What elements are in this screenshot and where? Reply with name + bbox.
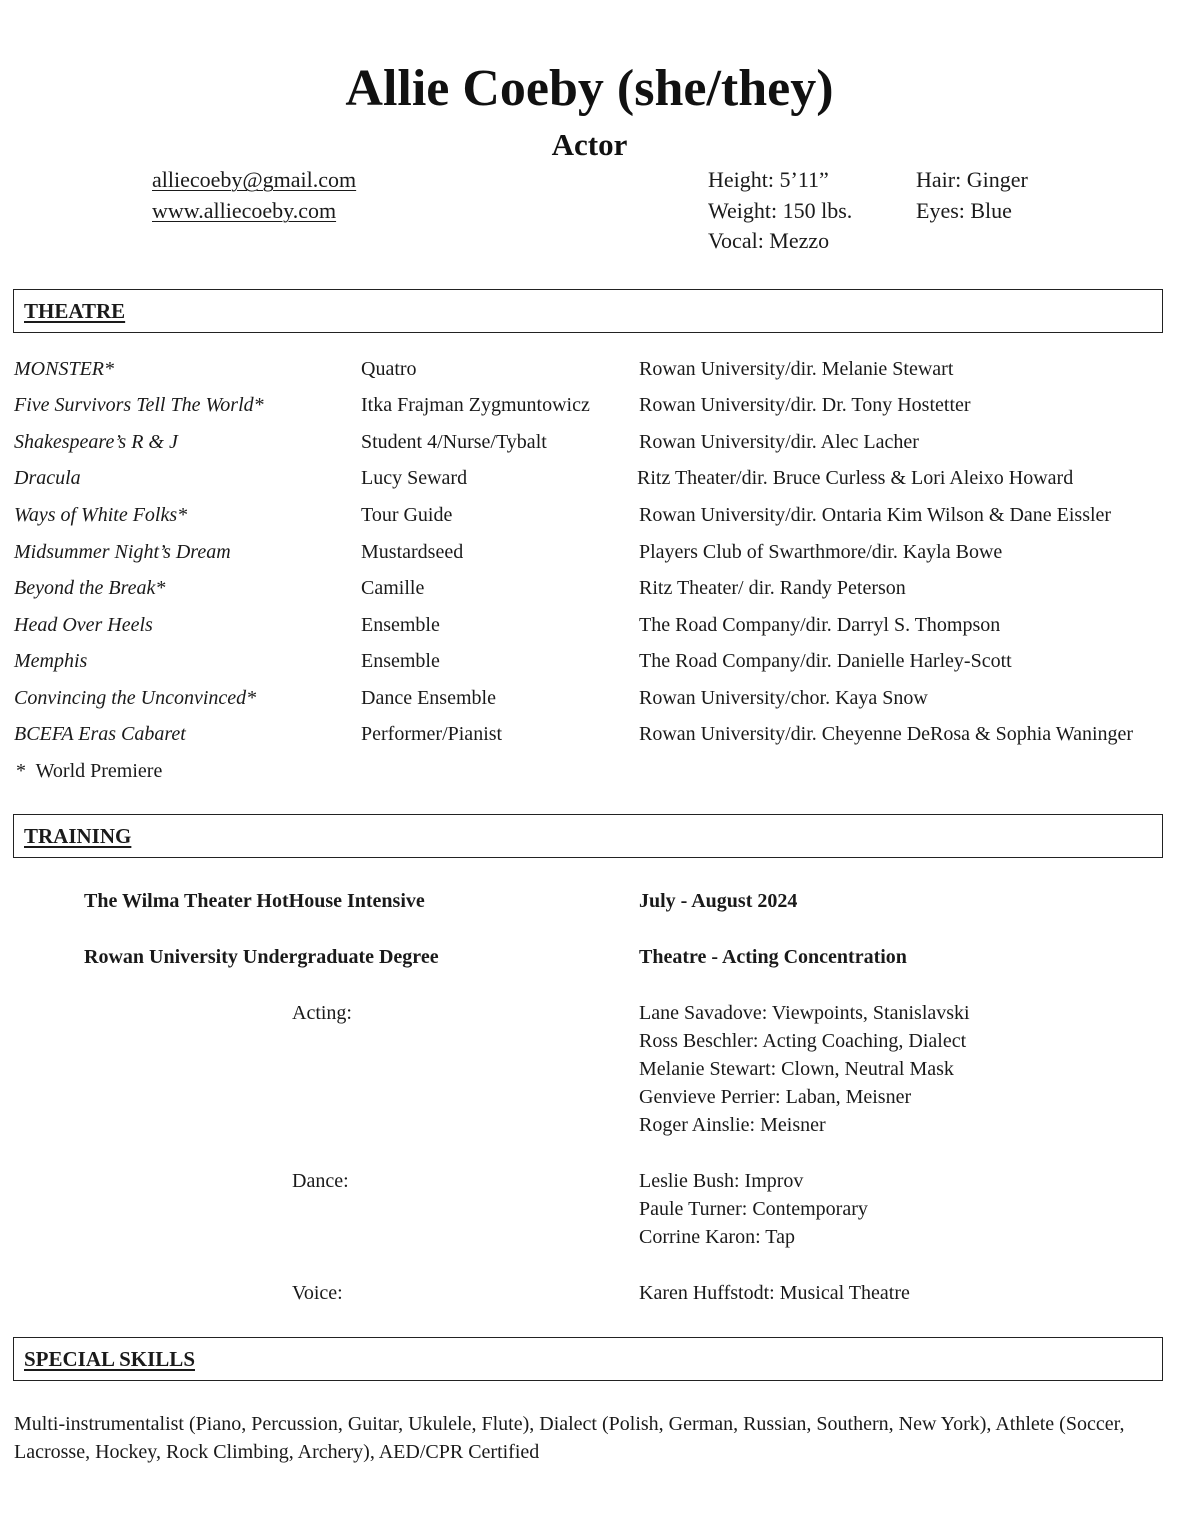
credit-venue: Rowan University/dir. Melanie Stewart xyxy=(639,358,954,380)
credit-venue: The Road Company/dir. Danielle Harley-Scott xyxy=(639,650,1012,672)
credit-show: Shakespeare’s R & J xyxy=(14,431,178,453)
hair-stat: Hair: Ginger xyxy=(916,167,1028,192)
credit-venue: Players Club of Swarthmore/dir. Kayla Bowe xyxy=(639,541,1003,563)
actor-role: Actor xyxy=(551,127,628,162)
credit-venue: Rowan University/dir. Ontaria Kim Wilson & Dane Eissler xyxy=(639,504,1112,526)
voice-label: Voice: xyxy=(292,1282,343,1304)
skills-section-header xyxy=(13,1337,1163,1381)
website-link[interactable]: www.alliecoeby.com xyxy=(152,198,337,223)
credit-role: Ensemble xyxy=(361,650,440,672)
special-skills-text: Multi-instrumentalist (Piano, Percussion, Guitar, Ukulele, Flute), Dialect (Polish, German, Russian, Southern, New York), Athlete (Soccer, Lacrosse, Hockey, Rock Climbing, Archery), AED/CPR Certified xyxy=(14,1413,1125,1463)
actor-name: Allie Coeby (she/they) xyxy=(345,60,834,117)
theatre-section-title: THEATRE xyxy=(24,299,126,323)
credit-row xyxy=(0,464,1179,500)
credit-role: Lucy Seward xyxy=(361,467,468,489)
credit-role: Mustardseed xyxy=(361,541,464,563)
credit-role: Performer/Pianist xyxy=(361,723,503,745)
credit-show: Head Over Heels xyxy=(14,614,153,636)
credit-venue: Rowan University/dir. Alec Lacher xyxy=(639,431,919,453)
credit-show: Midsummer Night’s Dream xyxy=(14,541,231,563)
teacher-item: Genvieve Perrier: Laban, Meisner xyxy=(639,1086,912,1108)
teacher-item: Lane Savadove: Viewpoints, Stanislavski xyxy=(639,1002,970,1024)
training-section-header xyxy=(13,814,1163,858)
credit-row xyxy=(0,501,1179,537)
credit-role: Itka Frajman Zygmuntowicz xyxy=(361,394,590,416)
voice-teachers xyxy=(639,1279,910,1307)
credit-role: Tour Guide xyxy=(361,504,453,526)
credit-show: Dracula xyxy=(14,467,81,489)
teacher-item: Leslie Bush: Improv xyxy=(639,1170,804,1192)
training-program-wilma: The Wilma Theater HotHouse Intensive xyxy=(84,890,425,912)
credit-venue: Ritz Theater/dir. Bruce Curless & Lori Aleixo Howard xyxy=(637,467,1074,489)
training-program-rowan-concentration: Theatre - Acting Concentration xyxy=(639,946,907,968)
credit-show: Ways of White Folks* xyxy=(14,504,188,526)
height-stat: Height: 5’11” xyxy=(708,167,829,192)
credit-venue: Rowan University/chor. Kaya Snow xyxy=(639,687,928,709)
credit-row xyxy=(0,684,1179,720)
credit-role: Dance Ensemble xyxy=(361,687,496,709)
credit-show: Beyond the Break* xyxy=(14,577,166,599)
dance-label: Dance: xyxy=(292,1170,349,1192)
acting-teachers xyxy=(639,999,970,1139)
theatre-section-header xyxy=(13,289,1163,333)
weight-stat: Weight: 150 lbs. xyxy=(708,198,853,223)
credit-row xyxy=(0,538,1179,574)
training-program-rowan: Rowan University Undergraduate Degree xyxy=(84,946,439,968)
teacher-item: Paule Turner: Contemporary xyxy=(639,1198,868,1220)
credit-row xyxy=(0,428,1179,464)
credit-show: Five Survivors Tell The World* xyxy=(14,394,264,416)
training-section-title: TRAINING xyxy=(24,824,132,848)
credit-venue: Rowan University/dir. Dr. Tony Hostetter xyxy=(639,394,971,416)
email-link-wrapper xyxy=(152,165,356,195)
training-program-wilma-dates: July - August 2024 xyxy=(639,890,798,912)
credit-row xyxy=(0,647,1179,683)
credit-role: Ensemble xyxy=(361,614,440,636)
credit-venue: The Road Company/dir. Darryl S. Thompson xyxy=(639,614,1001,636)
credit-role: Camille xyxy=(361,577,425,599)
credit-venue: Ritz Theater/ dir. Randy Peterson xyxy=(639,577,906,599)
credit-row xyxy=(0,355,1179,391)
teacher-item: Roger Ainslie: Meisner xyxy=(639,1114,826,1136)
acting-label: Acting: xyxy=(292,1002,352,1024)
credit-show: MONSTER* xyxy=(14,358,114,380)
dance-teachers xyxy=(639,1167,868,1251)
teacher-item: Karen Huffstodt: Musical Theatre xyxy=(639,1282,910,1304)
credit-show: Convincing the Unconvinced* xyxy=(14,687,257,709)
email-link[interactable]: alliecoeby@gmail.com xyxy=(152,167,357,192)
teacher-item: Melanie Stewart: Clown, Neutral Mask xyxy=(639,1058,954,1080)
skills-section-title: SPECIAL SKILLS xyxy=(24,1347,195,1371)
credit-row xyxy=(0,611,1179,647)
eyes-stat: Eyes: Blue xyxy=(916,198,1012,223)
vocal-stat: Vocal: Mezzo xyxy=(708,228,830,253)
credit-show: BCEFA Eras Cabaret xyxy=(14,723,186,745)
credit-role: Student 4/Nurse/Tybalt xyxy=(361,431,547,453)
credit-row xyxy=(0,574,1179,610)
teacher-item: Ross Beschler: Acting Coaching, Dialect xyxy=(639,1030,967,1052)
credit-venue: Rowan University/dir. Cheyenne DeRosa & Sophia Waninger xyxy=(639,723,1134,745)
credit-row xyxy=(0,720,1179,756)
credit-role: Quatro xyxy=(361,358,417,380)
world-premiere-footnote: * World Premiere xyxy=(16,760,163,782)
credit-show: Memphis xyxy=(14,650,88,672)
teacher-item: Corrine Karon: Tap xyxy=(639,1226,795,1248)
credit-row xyxy=(0,391,1179,427)
website-link-wrapper xyxy=(152,196,336,226)
